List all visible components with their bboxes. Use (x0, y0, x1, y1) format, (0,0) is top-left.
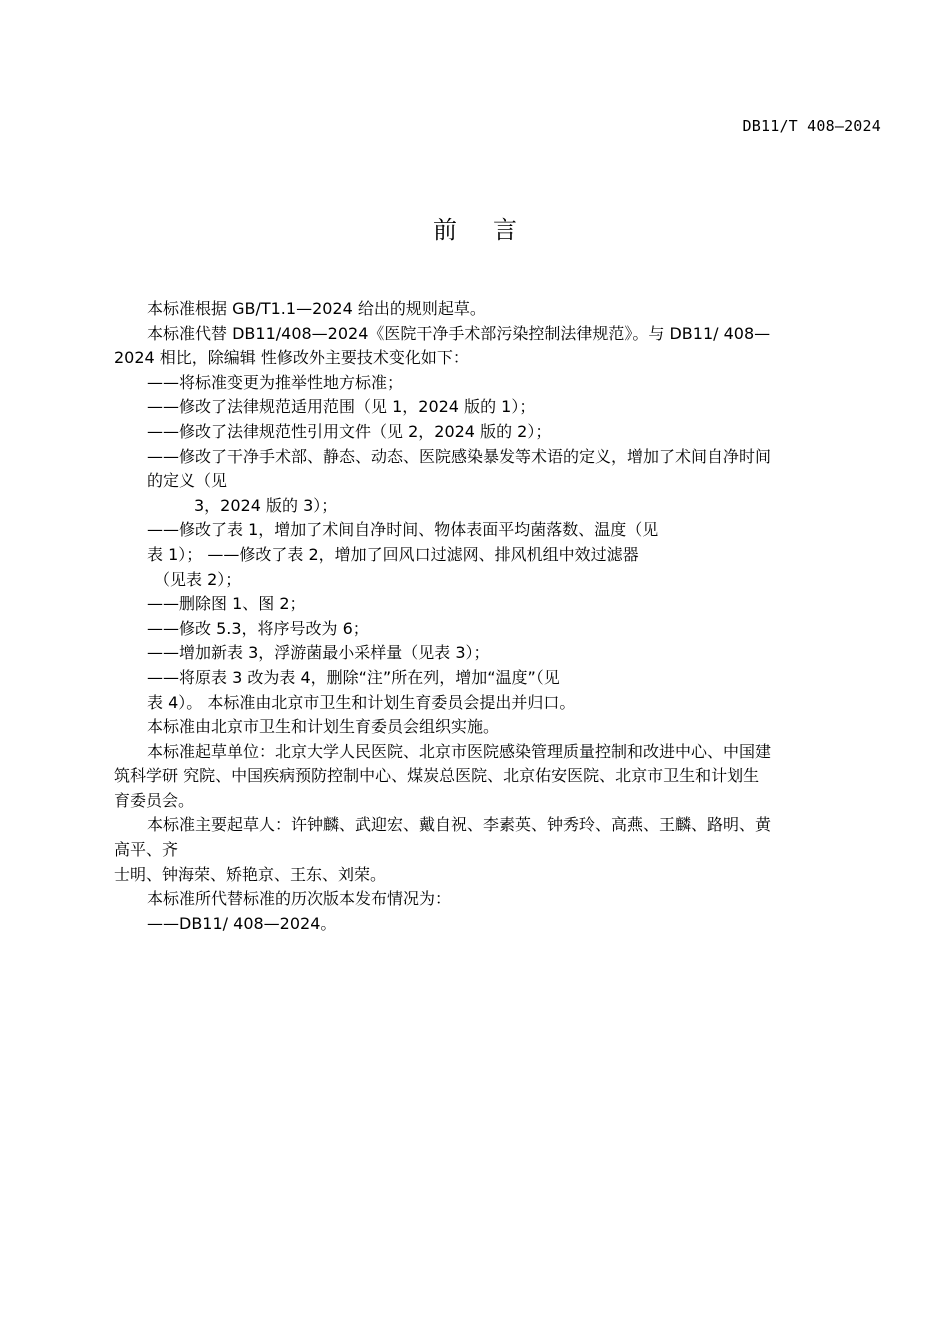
list-item: ——修改了干净手术部、静态、动态、医院感染暴发等术语的定义，增加了术间自净时间 (147, 446, 772, 466)
list-item: ——修改 5.3，将序号改为 6； (147, 618, 369, 638)
paragraph-line: 本标准根据 GB/T1.1—2024 给出的规则起草。 (147, 299, 486, 318)
list-item: ——将原表 3 改为表 4，删除“注”所在列，增加“温度”（见 (147, 667, 560, 687)
list-item-continuation: 的定义（见 (147, 471, 228, 491)
paragraph-line: 表 4）。 本标准由北京市卫生和计划生育委员会提出并归口。 (147, 692, 576, 712)
paragraph-line: 本标准代替 DB11/408—2024《医院干净手术部污染控制法律规范》。与 DB11/ 408— (147, 323, 771, 343)
paragraph-line: 2024 相比，除编辑 性修改外主要技术变化如下： (114, 348, 469, 368)
paragraph-line: 育委员会。 (114, 790, 195, 810)
paragraph-line: 本标准起草单位：北京大学人民医院、北京市医院感染管理质量控制和改进中心、中国建 (147, 741, 772, 761)
paragraph-line: 筑科学研 究院、中国疾病预防控制中心、煤炭总医院、北京佑安医院、北京市卫生和计划生 (114, 766, 760, 786)
paragraph-line: 士明、钟海荣、矫艳京、王东、刘荣。 (114, 864, 387, 884)
paragraph-line: 本标准主要起草人：许钟麟、武迎宏、戴自祝、李素英、钟秀玲、高燕、王麟、路明、黄 (147, 815, 772, 835)
list-item: ——删除图 1、图 2； (147, 594, 306, 614)
paragraph-line: 本标准所代替标准的历次版本发布情况为： (147, 889, 452, 909)
list-item: ——将标准变更为推举性地方标准； (147, 372, 404, 392)
foreword-title: 前言 (433, 216, 553, 244)
foreword-body (114, 297, 889, 936)
list-item: ——修改了表 1，增加了术间自净时间、物体表面平均菌落数、温度（见 (147, 520, 659, 540)
list-item: ——修改了法律规范适用范围（见 1，2024 版的 1）； (147, 397, 536, 417)
paragraph-line: 本标准由北京市卫生和计划生育委员会组织实施。 (147, 717, 500, 737)
list-item: ——DB11/ 408—2024。 (147, 913, 337, 933)
paragraph-line: 高平、齐 (114, 840, 179, 860)
list-item: ——增加新表 3，浮游菌最小采样量（见表 3）； (147, 643, 490, 663)
list-item-continuation: （见表 2）； (154, 569, 242, 589)
list-item: ——修改了法律规范性引用文件（见 2，2024 版的 2）； (147, 421, 552, 441)
list-item-continuation: 3，2024 版的 3）； (194, 495, 338, 515)
list-item: 表 1）； ——修改了表 2，增加了回风口过滤网、排风机组中效过滤器 (147, 544, 639, 564)
document-code: DB11/T 408—2024 (742, 117, 881, 135)
